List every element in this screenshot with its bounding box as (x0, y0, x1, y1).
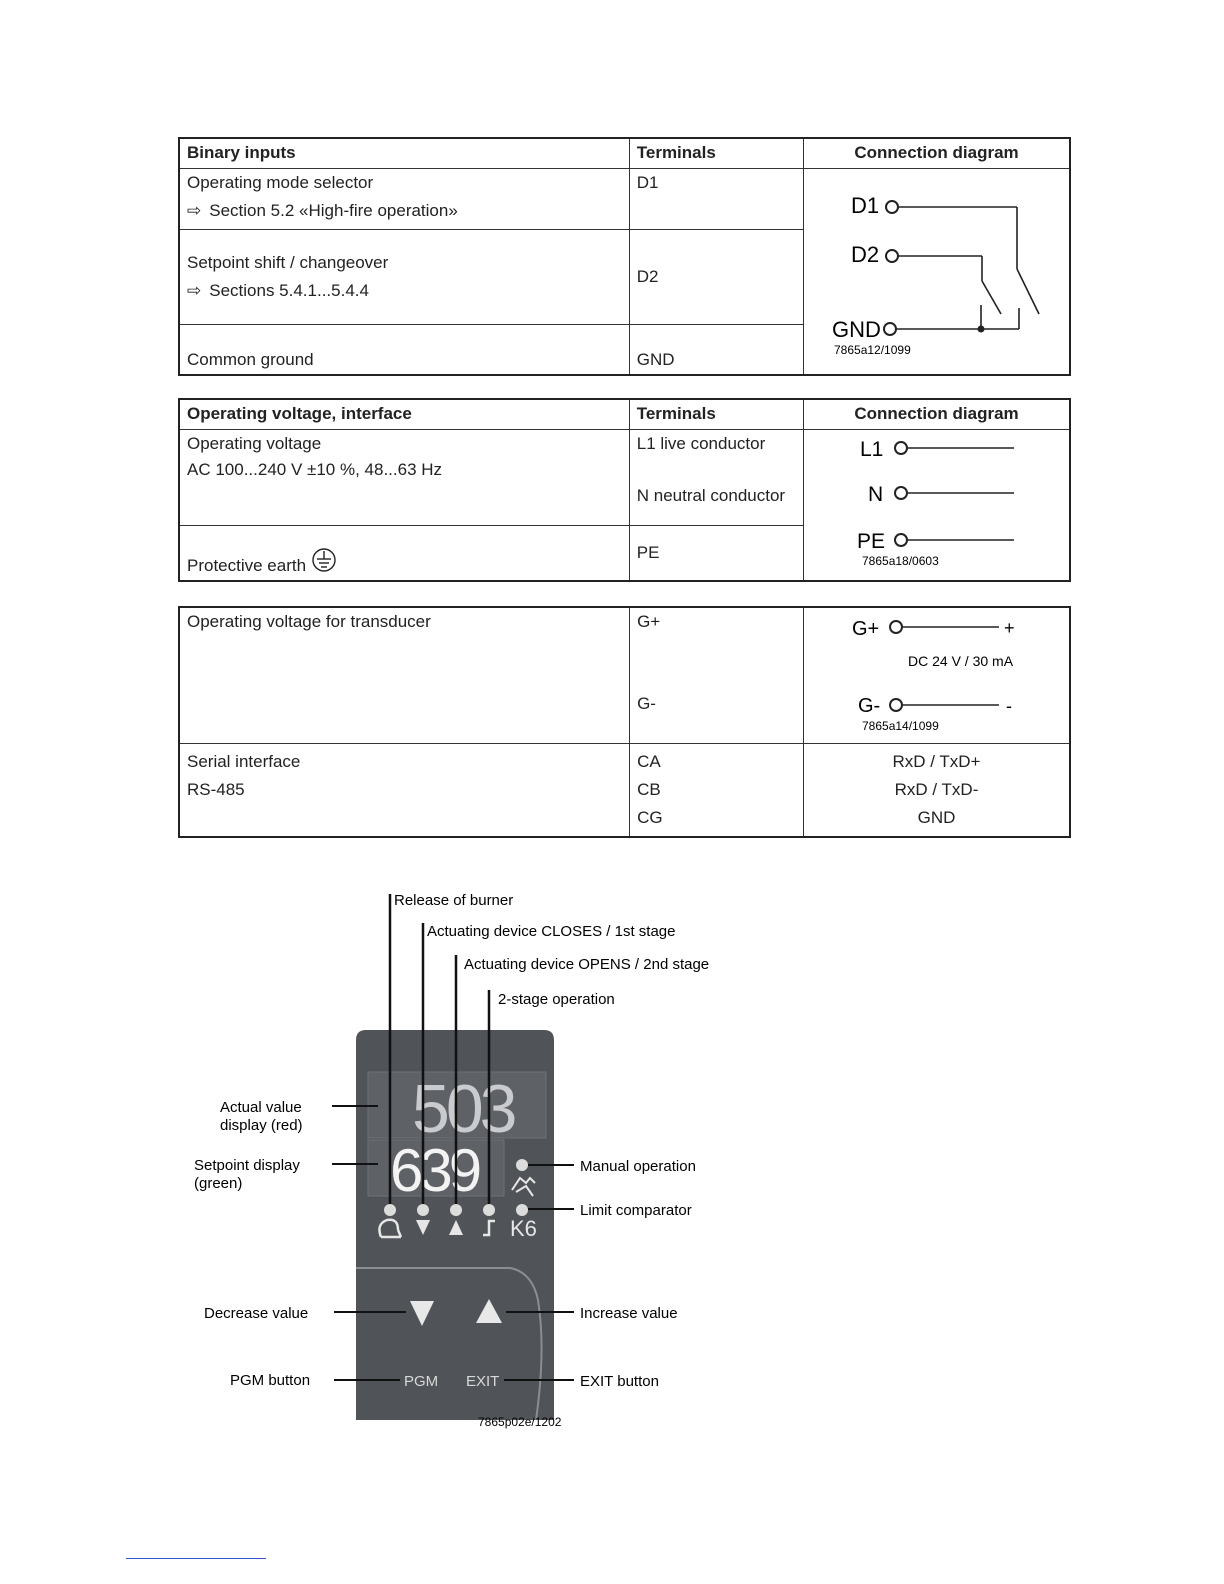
table3-row1-terminal (630, 607, 804, 744)
two-stage-operation-label: 2-stage operation (498, 991, 615, 1008)
actual-value-label-2: display (red) (220, 1117, 303, 1134)
table1-row2-terminal: D2 (629, 229, 803, 324)
ground-symbol-icon (311, 547, 337, 573)
ca-terminal: CA (637, 752, 661, 771)
operating-voltage-label: Operating voltage (187, 433, 322, 453)
table2-row2-desc (179, 526, 629, 581)
table2-row1-desc (179, 429, 629, 526)
diagram-ref-1: 7865a12/1099 (834, 342, 911, 357)
protective-earth-label: Protective earth (187, 555, 307, 575)
pgm-button-label: PGM button (230, 1372, 311, 1389)
table3-row2-signals (804, 744, 1071, 838)
table3-row2-desc (179, 744, 630, 838)
transducer-diagram (804, 607, 1071, 744)
table2-header-diagram: Connection diagram (804, 399, 1071, 429)
increase-value-label: Increase value (580, 1305, 678, 1322)
opens-led (450, 1204, 462, 1216)
supply-rating: DC 24 V / 30 mA (908, 653, 1014, 669)
actuating-opens-label: Actuating device OPENS / 2nd stage (464, 956, 710, 973)
g-minus-label: G- (858, 695, 881, 717)
limit-comparator-label: Limit comparator (580, 1202, 692, 1219)
table1-header-desc: Binary inputs (179, 138, 629, 168)
table1-row1-terminal: D1 (629, 168, 803, 229)
serial-interface-label: Serial interface (187, 752, 301, 771)
table1-row3-terminal: GND (629, 325, 803, 375)
operating-voltage-diagram (804, 429, 1071, 581)
transducer-serial-table (178, 606, 1071, 838)
l1-live-conductor: L1 live conductor (636, 433, 766, 453)
plus-sign: + (1004, 618, 1015, 638)
operating-voltage-range: AC 100...240 V ±10 %, 48...63 Hz (187, 459, 443, 479)
operating-mode-label: Operating mode selector (187, 172, 374, 192)
transducer-voltage-label: Operating voltage for transducer (179, 607, 630, 744)
sections-ref-link: Sections 5.4.1...5.4.4 (209, 280, 369, 300)
controller-front-panel-diagram (180, 880, 780, 1440)
actual-value-readout: 503 (412, 1071, 514, 1147)
table1-header-terminals: Terminals (629, 138, 803, 168)
g-plus-terminal: G+ (637, 612, 661, 631)
actuating-closes-label: Actuating device CLOSES / 1st stage (427, 923, 676, 940)
manual-operation-label: Manual operation (580, 1158, 696, 1175)
d1-terminal-label: D1 (851, 192, 880, 218)
pgm-button[interactable]: PGM (404, 1373, 439, 1390)
actual-value-label-1: Actual value (220, 1099, 302, 1116)
table2-header-desc: Operating voltage, interface (179, 399, 629, 429)
n-label: N (868, 482, 884, 506)
binary-inputs-diagram (804, 168, 1071, 375)
g-minus-terminal: G- (637, 694, 656, 713)
cg-terminal: CG (637, 808, 663, 827)
release-of-burner-label: Release of burner (394, 892, 514, 909)
limit-comparator-led (516, 1204, 528, 1216)
l1-label: L1 (860, 437, 884, 461)
two-stage-led (483, 1204, 495, 1216)
cb-terminal: CB (637, 780, 661, 799)
gnd-terminal-label: GND (832, 316, 881, 342)
rxd-txd-plus: RxD / TxD+ (892, 752, 981, 771)
setpoint-display-label-1: Setpoint display (194, 1157, 300, 1174)
table2-row2-terminal: PE (629, 526, 803, 581)
setpoint-display-label-2: (green) (194, 1175, 243, 1192)
closes-led (417, 1204, 429, 1216)
operating-voltage-wiring-diagram (804, 430, 1069, 575)
table3-row2-terminals (630, 744, 804, 838)
table1-row1-desc (179, 168, 629, 229)
operating-voltage-table (178, 398, 1071, 582)
k6-label: K6 (510, 1216, 537, 1241)
diagram-ref-2: 7865a18/0603 (862, 553, 939, 568)
decrease-value-label: Decrease value (204, 1305, 309, 1322)
binary-inputs-wiring-diagram (804, 169, 1069, 369)
exit-button-label: EXIT button (580, 1373, 659, 1390)
table2-row1-terminal (629, 429, 803, 526)
setpoint-readout: 639 (390, 1137, 479, 1204)
transducer-wiring-diagram (804, 608, 1069, 738)
rs485-label: RS-485 (187, 780, 245, 799)
d2-terminal-label: D2 (851, 241, 880, 267)
arrow-right-icon: ⇨ (187, 200, 202, 220)
g-plus-label: G+ (852, 618, 880, 640)
table1-row2-desc (179, 229, 629, 324)
rxd-txd-minus: RxD / TxD- (894, 780, 979, 799)
common-ground-label: Common ground (179, 325, 629, 375)
arrow-right-icon: ⇨ (187, 280, 202, 300)
table1-header-diagram: Connection diagram (804, 138, 1071, 168)
n-neutral-conductor: N neutral conductor (636, 485, 786, 505)
binary-inputs-table (178, 137, 1071, 376)
gnd-signal: GND (917, 808, 956, 827)
section-ref-link: Section 5.2 «High-fire operation» (209, 200, 458, 220)
setpoint-shift-label: Setpoint shift / changeover (187, 252, 389, 272)
manual-operation-led (516, 1159, 528, 1171)
minus-sign: - (1006, 696, 1012, 716)
burner-release-led (384, 1204, 396, 1216)
diagram-ref-3: 7865a14/1099 (862, 719, 939, 733)
pe-label: PE (857, 529, 886, 553)
exit-button[interactable]: EXIT (466, 1373, 500, 1390)
table2-header-terminals: Terminals (629, 399, 803, 429)
panel-figure-ref: 7865p02e/1202 (478, 1415, 562, 1429)
footer-rule (126, 1558, 266, 1559)
